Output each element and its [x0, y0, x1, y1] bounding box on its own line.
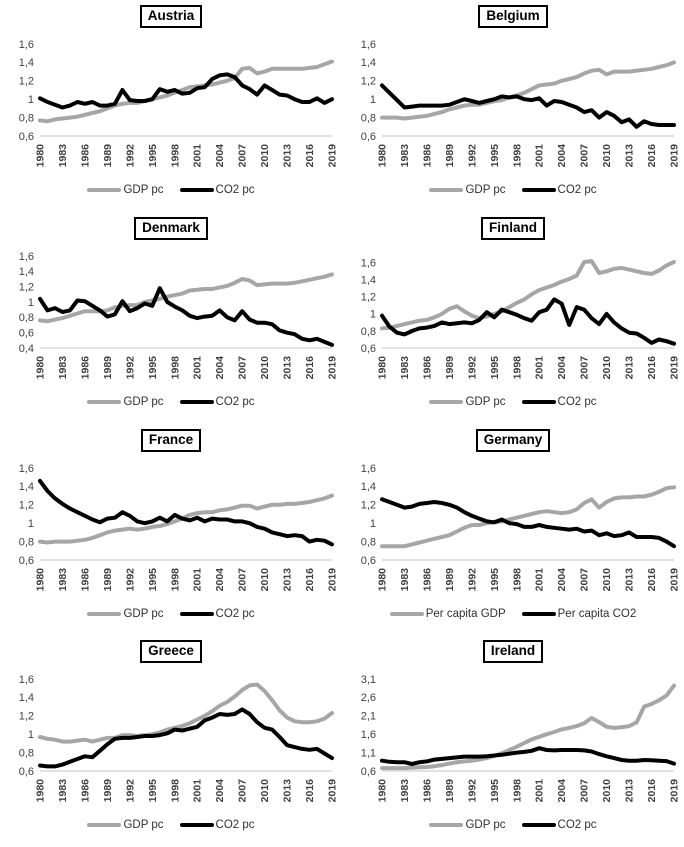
- x-axis-tick-label: 1983: [57, 779, 69, 803]
- chart-legend: [342, 817, 684, 833]
- y-axis-tick-label: 0,6: [360, 130, 376, 143]
- x-axis-tick-label: 2001: [533, 567, 546, 591]
- x-axis-tick-label: 2001: [533, 355, 546, 380]
- y-axis-tick-label: 1,6: [360, 462, 376, 475]
- y-axis-tick-label: 1,2: [18, 281, 34, 294]
- chart-legend: [342, 606, 684, 622]
- chart-title: Ireland: [483, 640, 543, 663]
- x-axis-tick-label: 2004: [556, 355, 569, 380]
- y-axis-tick-label: 0,6: [360, 554, 376, 567]
- chart-legend: [342, 394, 684, 410]
- x-axis-tick-label: 2013: [281, 355, 294, 380]
- co2-line-swatch: [522, 188, 556, 192]
- y-axis-tick-label: 1: [27, 517, 34, 530]
- x-axis-tick-label: 1980: [34, 567, 47, 591]
- y-axis-tick-label: 1,6: [360, 729, 376, 742]
- y-axis-tick-label: 1,4: [360, 274, 376, 287]
- y-axis-tick-label: 0,4: [18, 342, 34, 355]
- x-axis-tick-label: 1983: [399, 567, 411, 591]
- y-axis-tick-label: 1: [369, 308, 376, 321]
- x-axis-tick-label: 2010: [601, 355, 614, 380]
- legend-label-gdp: GDP pc: [465, 819, 506, 832]
- y-axis-tick-label: 1,4: [18, 692, 34, 705]
- y-axis-tick-label: 0,8: [18, 112, 34, 125]
- x-axis-tick-label: 2004: [556, 567, 569, 591]
- x-axis-tick-label: 2016: [646, 355, 658, 380]
- legend-label-co2: CO2 pc: [215, 607, 255, 620]
- gdp-line-swatch: [87, 612, 121, 616]
- legend-label-gdp: GDP pc: [123, 395, 164, 408]
- y-axis-tick-label: 1,4: [360, 480, 376, 493]
- x-axis-tick-label: 1980: [34, 144, 47, 168]
- line-chart: [342, 32, 684, 180]
- x-axis-tick-label: 1986: [79, 355, 92, 380]
- co2-line: [382, 748, 674, 764]
- y-axis-tick-label: 2,1: [360, 710, 376, 723]
- legend-item-gdp: [429, 184, 505, 196]
- x-axis-tick-label: 1992: [124, 567, 137, 591]
- y-axis-tick-label: 0,6: [360, 342, 376, 355]
- x-axis-tick-label: 1989: [443, 779, 456, 803]
- x-axis-tick-label: 1983: [57, 144, 69, 168]
- x-axis-tick-label: 1995: [488, 355, 501, 380]
- chart-cell: [0, 0, 342, 212]
- x-axis-tick-label: 1989: [443, 567, 456, 591]
- x-axis-tick-label: 1980: [34, 355, 47, 380]
- legend-item-gdp: [87, 819, 163, 831]
- co2-line-swatch: [180, 612, 214, 616]
- legend-item-co2: [522, 184, 597, 196]
- x-axis-tick-label: 1980: [376, 779, 389, 803]
- x-axis-tick-label: 1995: [488, 567, 501, 591]
- legend-label-gdp: GDP pc: [123, 184, 164, 196]
- x-axis-tick-label: 1986: [421, 144, 434, 168]
- x-axis-tick-label: 2010: [601, 567, 614, 591]
- x-axis-tick-label: 1998: [511, 567, 524, 591]
- y-axis-tick-label: 0,6: [18, 130, 34, 143]
- chart-title: France: [141, 429, 201, 452]
- legend-label-co2: CO2 pc: [557, 819, 597, 832]
- y-axis-tick-label: 0,6: [18, 554, 34, 567]
- y-axis-tick-label: 1: [369, 517, 376, 530]
- x-axis-tick-label: 2004: [214, 567, 227, 591]
- legend-item-co2: [522, 819, 597, 831]
- chart-title-row: [0, 217, 342, 240]
- x-axis-tick-label: 1992: [466, 144, 479, 168]
- x-axis-tick-label: 1992: [466, 567, 479, 591]
- x-axis-tick-label: 1995: [146, 144, 159, 168]
- x-axis-tick-label: 2016: [646, 144, 658, 168]
- x-axis-tick-label: 1983: [399, 779, 411, 803]
- chart-legend: [0, 817, 342, 833]
- x-axis-tick-label: 2001: [533, 144, 546, 168]
- x-axis-tick-label: 1989: [101, 567, 114, 591]
- y-axis-tick-label: 1,2: [360, 291, 376, 304]
- chart-title-row: [342, 217, 684, 240]
- x-axis-tick-label: 2007: [578, 567, 591, 591]
- y-axis-tick-label: 1,6: [18, 250, 34, 263]
- legend-item-co2: [180, 184, 255, 196]
- legend-label-co2: CO2 pc: [557, 395, 597, 408]
- y-axis-tick-label: 1,6: [360, 257, 376, 270]
- line-chart: [0, 456, 342, 604]
- x-axis-tick-label: 2007: [236, 144, 249, 168]
- legend-item-gdp: [429, 819, 505, 831]
- line-chart: [0, 32, 342, 180]
- x-axis-tick-label: 2001: [191, 567, 204, 591]
- co2-line-swatch: [522, 400, 556, 404]
- y-axis-tick-label: 0,8: [18, 535, 34, 548]
- chart-cell: [342, 635, 684, 847]
- legend-label-gdp: Per capita GDP: [425, 607, 506, 620]
- x-axis-tick-label: 1992: [466, 779, 479, 803]
- x-axis-tick-label: 2013: [623, 567, 636, 591]
- y-axis-tick-label: 0,8: [360, 112, 376, 125]
- x-axis-tick-label: 1992: [124, 779, 137, 803]
- line-chart: [0, 244, 342, 392]
- legend-item-gdp: [429, 396, 505, 408]
- x-axis-tick-label: 1980: [376, 567, 389, 591]
- x-axis-tick-label: 2019: [326, 567, 339, 591]
- x-axis-tick-label: 1995: [146, 355, 159, 380]
- x-axis-tick-label: 1980: [376, 144, 389, 168]
- y-axis-tick-label: 1,6: [18, 462, 34, 475]
- x-axis-tick-label: 2019: [326, 355, 339, 380]
- line-chart: [342, 456, 684, 604]
- x-axis-tick-label: 1998: [511, 779, 524, 803]
- gdp-line: [382, 686, 674, 769]
- x-axis-tick-label: 2010: [259, 567, 272, 591]
- legend-label-gdp: GDP pc: [465, 395, 506, 408]
- x-axis-tick-label: 1995: [488, 144, 501, 168]
- x-axis-tick-label: 2013: [281, 779, 294, 803]
- x-axis-tick-label: 2007: [236, 355, 249, 380]
- legend-item-gdp: [87, 608, 163, 620]
- chart-cell: [0, 212, 342, 424]
- legend-item-gdp: [87, 396, 163, 408]
- x-axis-tick-label: 2001: [533, 779, 546, 803]
- x-axis-tick-label: 2007: [578, 355, 591, 380]
- x-axis-tick-label: 2004: [214, 355, 227, 380]
- x-axis-tick-label: 2007: [578, 779, 591, 803]
- chart-legend: [0, 606, 342, 622]
- legend-item-co2: [522, 608, 637, 620]
- x-axis-tick-label: 1992: [466, 355, 479, 380]
- chart-cell: [0, 424, 342, 636]
- gdp-line: [382, 62, 674, 118]
- y-axis-tick-label: 0,8: [360, 535, 376, 548]
- co2-line-swatch: [180, 400, 214, 404]
- chart-legend: [0, 182, 342, 198]
- legend-item-co2: [522, 396, 597, 408]
- x-axis-tick-label: 1983: [399, 355, 411, 380]
- gdp-line-swatch: [429, 188, 463, 192]
- chart-cell: [342, 424, 684, 636]
- y-axis-tick-label: 1: [369, 94, 376, 106]
- x-axis-tick-label: 2010: [601, 779, 614, 803]
- legend-label-gdp: GDP pc: [123, 819, 164, 832]
- chart-cell: [342, 212, 684, 424]
- x-axis-tick-label: 1986: [421, 567, 434, 591]
- x-axis-tick-label: 2016: [304, 779, 316, 803]
- x-axis-tick-label: 1998: [169, 567, 182, 591]
- legend-item-gdp: [87, 184, 163, 196]
- chart-title: Austria: [140, 5, 203, 28]
- x-axis-tick-label: 2019: [668, 355, 681, 380]
- x-axis-tick-label: 2010: [259, 355, 272, 380]
- x-axis-tick-label: 2004: [556, 779, 569, 803]
- chart-title-row: [0, 5, 342, 28]
- legend-item-co2: [180, 819, 255, 831]
- x-axis-tick-label: 2013: [623, 355, 636, 380]
- legend-label-co2: CO2 pc: [557, 184, 597, 196]
- x-axis-tick-label: 1989: [101, 355, 114, 380]
- gdp-line-swatch: [87, 823, 121, 827]
- y-axis-tick-label: 0,6: [360, 766, 376, 779]
- chart-legend: [0, 394, 342, 410]
- x-axis-tick-label: 1983: [57, 567, 69, 591]
- co2-line: [40, 480, 332, 544]
- x-axis-tick-label: 1992: [124, 144, 137, 168]
- y-axis-tick-label: 1: [27, 729, 34, 742]
- y-axis-tick-label: 1,1: [360, 747, 376, 760]
- chart-cell: [342, 0, 684, 212]
- x-axis-tick-label: 2019: [668, 144, 681, 168]
- x-axis-tick-label: 2019: [668, 779, 681, 803]
- gdp-line-swatch: [429, 823, 463, 827]
- co2-line-swatch: [522, 612, 556, 616]
- y-axis-tick-label: 3,1: [360, 674, 376, 687]
- line-chart: [342, 244, 684, 392]
- x-axis-tick-label: 1986: [79, 144, 92, 168]
- x-axis-tick-label: 1986: [421, 779, 434, 803]
- x-axis-tick-label: 2016: [304, 567, 316, 591]
- chart-title-row: [0, 429, 342, 452]
- x-axis-tick-label: 2007: [236, 779, 249, 803]
- y-axis-tick-label: 1: [27, 94, 34, 106]
- x-axis-tick-label: 1983: [399, 144, 411, 168]
- x-axis-tick-label: 1998: [169, 144, 182, 168]
- x-axis-tick-label: 1995: [488, 779, 501, 803]
- y-axis-tick-label: 1,2: [360, 499, 376, 512]
- x-axis-tick-label: 1998: [169, 779, 182, 803]
- x-axis-tick-label: 2013: [623, 144, 636, 168]
- y-axis-tick-label: 1,4: [360, 57, 376, 70]
- co2-line-swatch: [522, 823, 556, 827]
- legend-item-co2: [180, 396, 255, 408]
- chart-title-row: [342, 429, 684, 452]
- x-axis-tick-label: 2004: [214, 144, 227, 168]
- chart-title: Finland: [481, 217, 545, 240]
- y-axis-tick-label: 0,6: [18, 766, 34, 779]
- y-axis-tick-label: 1,4: [18, 57, 34, 70]
- x-axis-tick-label: 2016: [646, 567, 658, 591]
- gdp-line-swatch: [390, 612, 424, 616]
- legend-label-co2: CO2 pc: [215, 819, 255, 832]
- co2-line-swatch: [180, 188, 214, 192]
- x-axis-tick-label: 1989: [101, 144, 114, 168]
- line-chart: [342, 667, 684, 815]
- legend-label-co2: CO2 pc: [215, 184, 255, 196]
- x-axis-tick-label: 1980: [34, 779, 47, 803]
- gdp-line-swatch: [429, 400, 463, 404]
- gdp-line: [40, 685, 332, 742]
- y-axis-tick-label: 1,6: [18, 674, 34, 687]
- legend-item-co2: [180, 608, 255, 620]
- y-axis-tick-label: 1,2: [18, 710, 34, 723]
- legend-label-gdp: GDP pc: [123, 607, 164, 620]
- x-axis-tick-label: 1998: [169, 355, 182, 380]
- y-axis-tick-label: 0,8: [18, 311, 34, 324]
- gdp-line: [382, 487, 674, 546]
- x-axis-tick-label: 2019: [326, 144, 339, 168]
- chart-title: Germany: [476, 429, 551, 452]
- legend-label-co2: Per capita CO2: [557, 607, 637, 620]
- legend-label-gdp: GDP pc: [465, 184, 506, 196]
- x-axis-tick-label: 2010: [601, 144, 614, 168]
- chart-title-row: [342, 5, 684, 28]
- x-axis-tick-label: 2013: [281, 567, 294, 591]
- x-axis-tick-label: 1989: [443, 355, 456, 380]
- x-axis-tick-label: 2001: [191, 355, 204, 380]
- x-axis-tick-label: 2019: [668, 567, 681, 591]
- chart-title-row: [0, 640, 342, 663]
- x-axis-tick-label: 1989: [101, 779, 114, 803]
- x-axis-tick-label: 2013: [623, 779, 636, 803]
- chart-legend: [342, 182, 684, 198]
- y-axis-tick-label: 1,2: [360, 75, 376, 88]
- co2-line: [40, 288, 332, 345]
- y-axis-tick-label: 1,6: [360, 38, 376, 51]
- y-axis-tick-label: 1,4: [18, 265, 34, 278]
- x-axis-tick-label: 1986: [421, 355, 434, 380]
- x-axis-tick-label: 1998: [511, 355, 524, 380]
- x-axis-tick-label: 1989: [443, 144, 456, 168]
- x-axis-tick-label: 2001: [191, 144, 204, 168]
- x-axis-tick-label: 1986: [79, 567, 92, 591]
- x-axis-tick-label: 2010: [259, 144, 272, 168]
- x-axis-tick-label: 2001: [191, 779, 204, 803]
- y-axis-tick-label: 0,6: [18, 327, 34, 340]
- x-axis-tick-label: 1983: [57, 355, 69, 380]
- x-axis-tick-label: 2004: [214, 779, 227, 803]
- y-axis-tick-label: 0,8: [18, 747, 34, 760]
- gdp-line-swatch: [87, 400, 121, 404]
- x-axis-tick-label: 1995: [146, 567, 159, 591]
- chart-cell: [0, 635, 342, 847]
- x-axis-tick-label: 2019: [326, 779, 339, 803]
- line-chart: [0, 667, 342, 815]
- x-axis-tick-label: 1992: [124, 355, 137, 380]
- x-axis-tick-label: 2016: [304, 144, 316, 168]
- x-axis-tick-label: 1995: [146, 779, 159, 803]
- y-axis-tick-label: 0,8: [360, 325, 376, 338]
- x-axis-tick-label: 2013: [281, 144, 294, 168]
- co2-line-swatch: [180, 823, 214, 827]
- x-axis-tick-label: 2010: [259, 779, 272, 803]
- y-axis-tick-label: 1: [27, 296, 34, 309]
- x-axis-tick-label: 2016: [304, 355, 316, 380]
- chart-title: Belgium: [478, 5, 547, 28]
- y-axis-tick-label: 1,2: [18, 75, 34, 88]
- x-axis-tick-label: 1986: [79, 779, 92, 803]
- gdp-line-swatch: [87, 188, 121, 192]
- chart-title: Denmark: [134, 217, 208, 240]
- y-axis-tick-label: 1,2: [18, 499, 34, 512]
- chart-title: Greece: [140, 640, 202, 663]
- x-axis-tick-label: 2004: [556, 144, 569, 168]
- co2-line: [40, 74, 332, 107]
- y-axis-tick-label: 1,4: [18, 480, 34, 493]
- y-axis-tick-label: 1,6: [18, 38, 34, 51]
- x-axis-tick-label: 2007: [236, 567, 249, 591]
- y-axis-tick-label: 2,6: [360, 692, 376, 705]
- legend-item-gdp: [390, 608, 506, 620]
- x-axis-tick-label: 2016: [646, 779, 658, 803]
- x-axis-tick-label: 2007: [578, 144, 591, 168]
- chart-title-row: [342, 640, 684, 663]
- x-axis-tick-label: 1998: [511, 144, 524, 168]
- x-axis-tick-label: 1980: [376, 355, 389, 380]
- legend-label-co2: CO2 pc: [215, 395, 255, 408]
